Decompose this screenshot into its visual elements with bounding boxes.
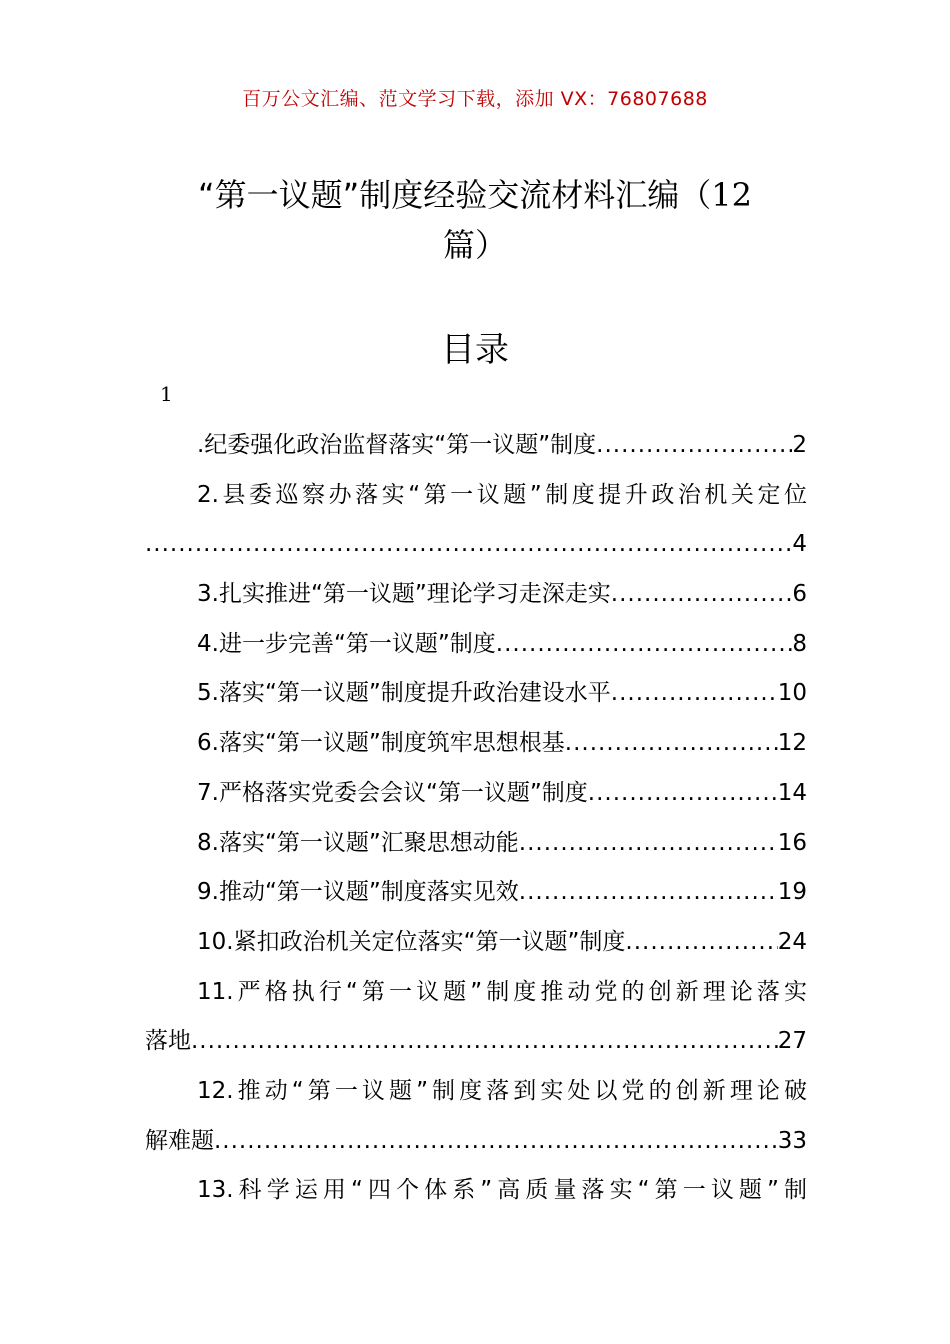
toc-entry-7[interactable] [145,769,807,819]
toc-entry-title: 7.严格落实党委会会议“第一议题”制度 [197,779,588,806]
toc-entry-title: 12.推动“第一议题”制度落到实处以党的创新理论破 [197,1077,807,1104]
toc-entry-title: 9.推动“第一议题”制度落实见效 [197,879,519,906]
toc-leader-dots [145,520,792,570]
toc-leader-dots [496,620,793,670]
toc-leader-dots [596,421,792,471]
toc-leader-dots [611,570,793,620]
toc-entry-3[interactable] [145,570,807,620]
table-of-contents [145,421,807,1216]
toc-entry-12[interactable] [145,1067,807,1117]
toc-entry-title-continuation: 解难题 [145,1127,214,1154]
toc-entry-10[interactable] [145,918,807,968]
toc-entry-page: 2 [792,432,807,458]
toc-entry-title: 10.紧扣政治机关定位落实“第一议题”制度 [197,928,626,955]
title-main: “第一议题”制度经验交流材料汇编（ [198,176,712,214]
toc-entry-title: 2.县委巡察办落实“第一议题”制度提升政治机关定位 [197,481,807,508]
toc-entry-page: 24 [777,928,807,955]
toc-entry-page: 14 [777,779,807,806]
title-count: 12 [711,176,752,214]
toc-leader-dots [625,918,777,968]
toc-entry-title: 13.科学运用“四个体系”高质量落实“第一议题”制 [197,1177,807,1204]
toc-entry-11-continuation[interactable] [145,1017,807,1067]
toc-entry-page: 4 [792,531,807,558]
toc-leader-dots [191,1017,778,1067]
toc-entry-2-continuation[interactable] [145,520,807,570]
toc-entry-page: 33 [777,1127,807,1154]
toc-leader-dots [588,769,778,819]
toc-entry-5[interactable] [145,669,807,719]
toc-entry-page: 6 [792,581,807,608]
toc-entry-2[interactable] [145,471,807,521]
toc-entry-6[interactable] [145,719,807,769]
toc-entry-page: 16 [777,829,807,856]
title-tail: 篇） [442,226,507,264]
toc-entry-11[interactable] [145,968,807,1018]
toc-entry-title: 6.落实“第一议题”制度筑牢思想根基 [197,730,565,757]
toc-entry-page: 8 [792,630,807,657]
toc-leader-dots [214,1117,778,1167]
toc-entry-12-continuation[interactable] [145,1117,807,1167]
toc-entry-title: 5.落实“第一议题”制度提升政治建设水平 [197,680,611,707]
toc-entry-4[interactable] [145,620,807,670]
toc-leader-dots [519,819,778,869]
toc-entry-title-continuation: 落地 [145,1028,191,1055]
toc-entry-title: 4.进一步完善“第一议题”制度 [197,630,496,657]
toc-heading: 目录 [441,330,509,370]
stray-number: 1 [160,382,173,406]
toc-entry-page: 12 [777,730,807,757]
toc-entry-page: 19 [777,879,807,906]
toc-leader-dots [519,868,778,918]
toc-entry-9[interactable] [145,868,807,918]
toc-entry-title: .纪委强化政治监督落实“第一议题”制度 [197,432,597,458]
toc-leader-dots [611,669,778,719]
document-title [145,170,805,270]
toc-entry-title: 8.落实“第一议题”汇聚思想动能 [197,829,519,856]
toc-entry-title: 11.严格执行“第一议题”制度推动党的创新理论落实 [197,978,807,1005]
toc-entry-title: 3.扎实推进“第一议题”理论学习走深走实 [197,581,611,608]
toc-entry-page: 10 [777,680,807,707]
toc-entry-1[interactable] [145,421,807,471]
download-banner: 百万公文汇编、范文学习下载，添加 VX：76807688 [242,88,708,110]
toc-leader-dots [565,719,778,769]
toc-entry-13[interactable] [145,1166,807,1216]
toc-entry-page: 27 [777,1028,807,1055]
toc-entry-8[interactable] [145,819,807,869]
